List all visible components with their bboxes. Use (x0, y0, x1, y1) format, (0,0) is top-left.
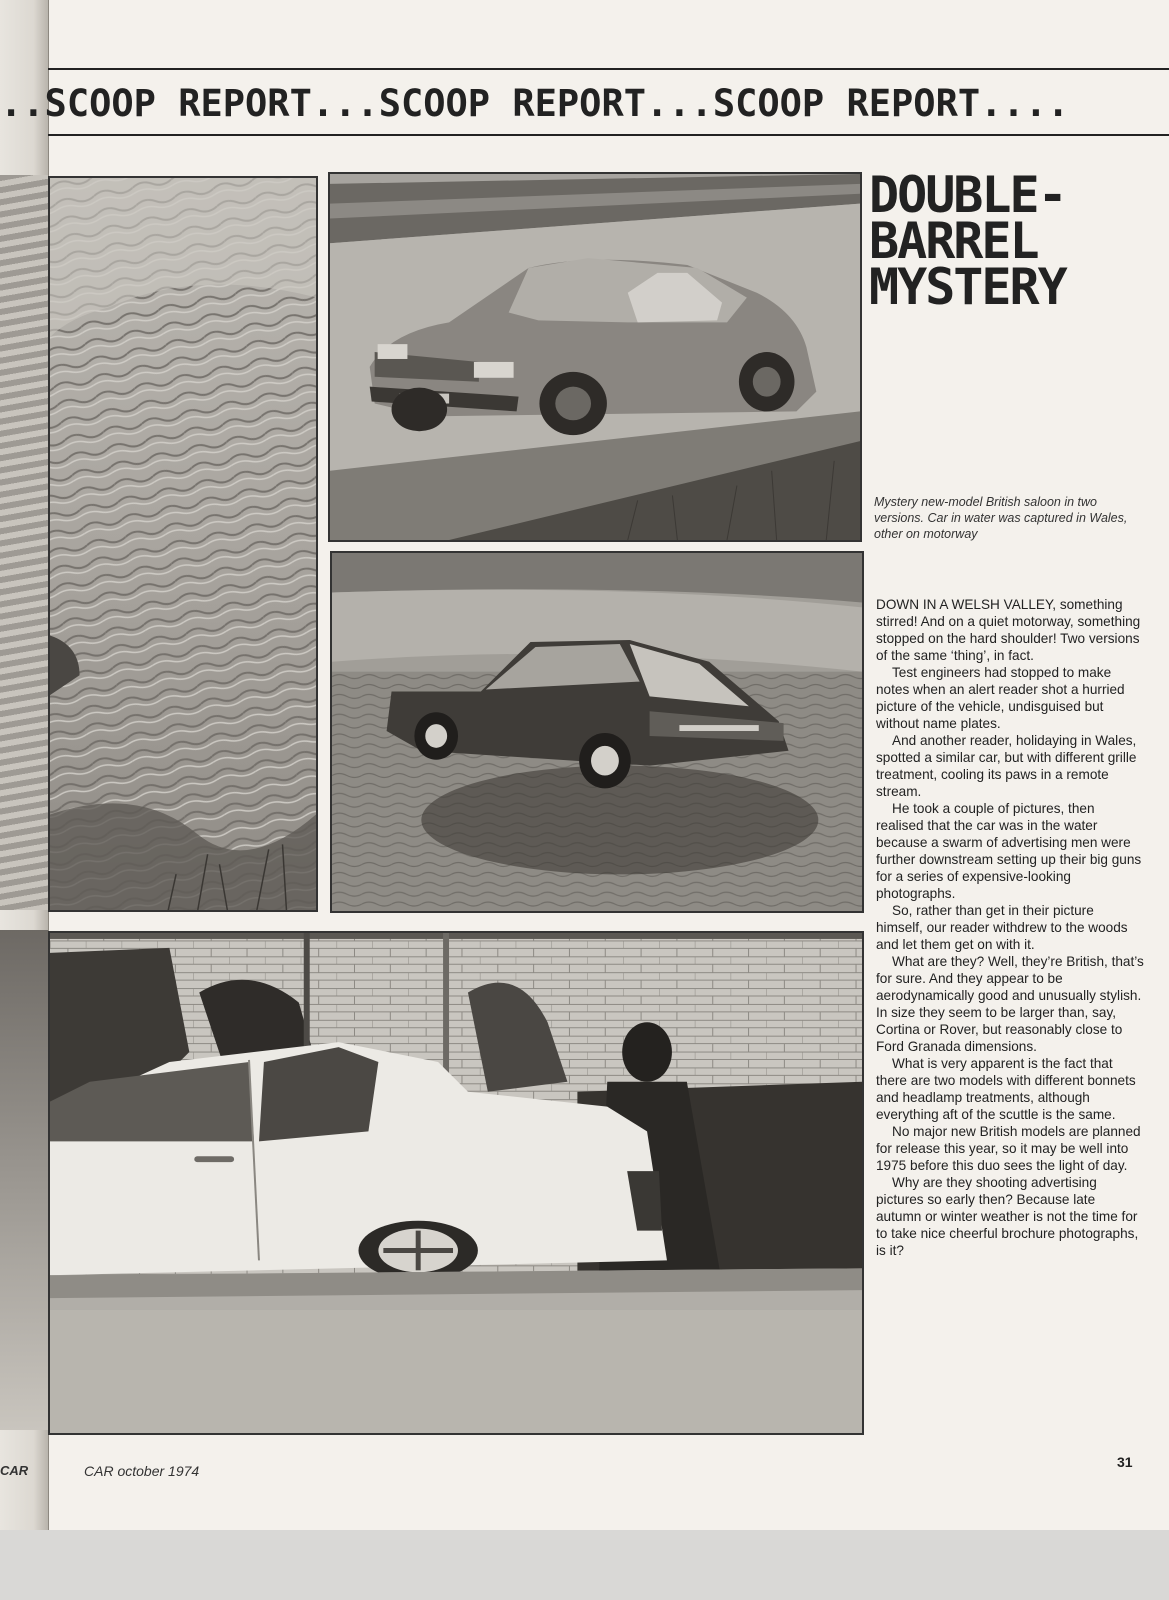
header-rule-bottom (48, 134, 1169, 136)
article-paragraph: So, rather than get in their picture himself, our reader withdrew to the woods and let them get on with it. (876, 903, 1128, 952)
facing-page-footer: CAR (0, 1463, 29, 1478)
article-paragraph: DOWN IN A WELSH VALLEY, something stirred! And on a quiet motorway, something stopped on the hard shoulder! Two versions of the same ‘thing’, in fact. (876, 597, 1141, 663)
article-paragraph: Why are they shooting advertising pictures so early then? Because late autumn or winter weather is not the time for to take nice cheerful brochure photographs, is it? (876, 1175, 1139, 1258)
article-paragraph: And another reader, holidaying in Wales, spotted a similar car, but with different grille treatment, cooling its paws in a remote stream. (876, 733, 1137, 799)
article-paragraph: No major new British models are planned for release this year, so it may be well into 1975 before this duo sees the light of day. (876, 1124, 1141, 1173)
photo-caption: Mystery new-model British saloon in two versions. Car in water was captured in Wales, other on motorway (874, 495, 1128, 541)
article-body (876, 596, 1144, 1259)
magazine-issue-footer: CAR october 1974 (84, 1463, 200, 1479)
article-paragraph: He took a couple of pictures, then realised that the car was in the water because a swarm of advertising men were further downstream setting up their big guns for a series of expensive-looking photographs. (876, 801, 1142, 901)
stream-ripples-photo (48, 176, 318, 912)
white-car-wall-photo (48, 931, 864, 1435)
article-headline (869, 166, 1159, 316)
headline-line-1: DOUBLE- (869, 166, 1066, 224)
scoop-report-banner: ..SCOOP REPORT...SCOOP REPORT...SCOOP REPORT.... (0, 82, 1070, 125)
facing-page-photo (0, 175, 48, 910)
headline-line-2: BARREL (869, 212, 1038, 270)
headline-line-3: MYSTERY (869, 258, 1066, 316)
motorway-car-photo (328, 172, 862, 542)
article-paragraph: Test engineers had stopped to make notes when an alert reader shot a hurried picture of the vehicle, undisguised but without name plates. (876, 665, 1125, 731)
facing-page-photo-lower (0, 930, 48, 1430)
stream-car-photo (330, 551, 864, 913)
article-paragraph: What are they? Well, they’re British, that’s for sure. And they appear to be aerodynamically good and unusually stylish. In size they seem to be larger than, say, Cortina or Rover, but reasonably close to Ford Granada dimensions. (876, 954, 1144, 1054)
page-number: 31 (1117, 1454, 1133, 1470)
facing-page-edge (0, 0, 49, 1530)
header-rule-top (48, 68, 1169, 70)
article-paragraph: What is very apparent is the fact that there are two models with different bonnets and headlamp treatments, although everything aft of the scuttle is the same. (876, 1056, 1136, 1122)
